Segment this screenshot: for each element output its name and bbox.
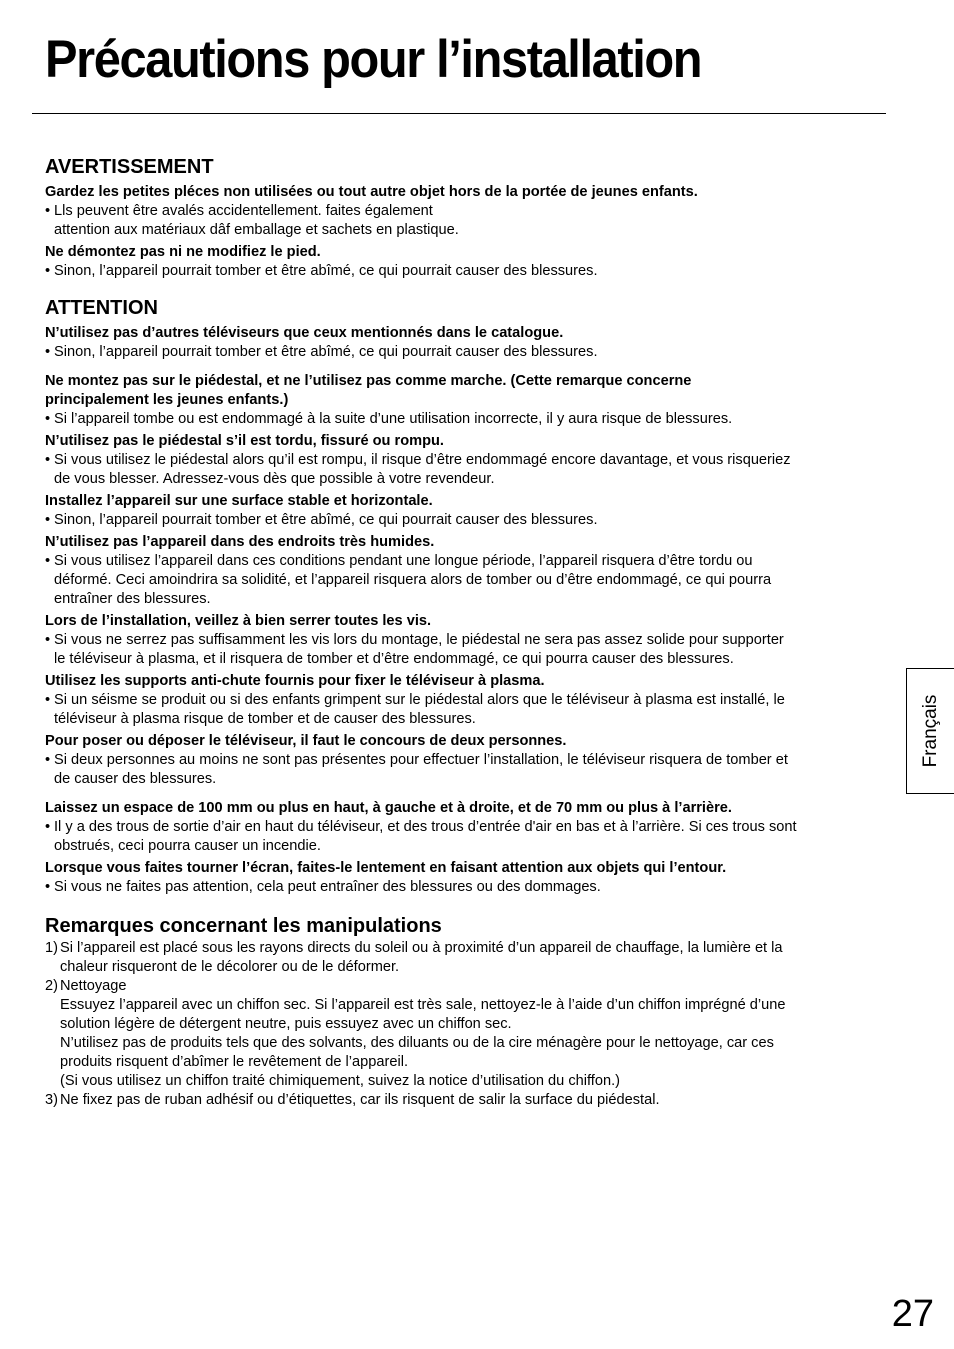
caution-bullet (45, 451, 875, 489)
caution-bullet (45, 343, 875, 362)
bullet-line: • Si vous utilisez l’appareil dans ces conditions pendant une longue période, l’appareil risquera d’être tordu ou (54, 553, 753, 569)
caution-item (45, 372, 875, 429)
caution-bullet (45, 878, 875, 897)
item-line: solution légère de détergent neutre, puis essuyez avec un chiffon sec. (60, 1016, 512, 1032)
caution-item (45, 859, 875, 897)
bullet-line: de causer des blessures. (54, 771, 217, 787)
warning-item (45, 243, 875, 281)
heading-line: principalement les jeunes enfants.) (45, 392, 289, 408)
caution-bullet (45, 751, 875, 789)
caution-bullet (45, 552, 875, 609)
caution-bullet (45, 410, 875, 429)
bullet-line: • Si vous utilisez le piédestal alors qu’il est rompu, il risque d’être endommagé encore davantage, et vous risqueriez (54, 452, 791, 468)
caution-item (45, 612, 875, 669)
page-title: Précautions pour l’installation (45, 30, 702, 89)
section-avertissement (45, 154, 875, 281)
caution-bullet (45, 818, 875, 856)
caution-item-heading (45, 672, 875, 691)
heading-line: Installez l’appareil sur une surface stable et horizontale. (45, 493, 433, 509)
warning-bullet (45, 262, 875, 281)
bullet-line: obstrués, ceci pourra causer un incendie. (54, 838, 321, 854)
item-line: Essuyez l’appareil avec un chiffon sec. Si l’appareil est très sale, nettoyez-le à l’aide d’un chiffon imprégné d’une (60, 997, 786, 1013)
item-number: 2) (45, 978, 58, 994)
bullet-line: • Si vous ne serrez pas suffisamment les vis lors du montage, le piédestal ne sera pas assez solide pour supporter (54, 632, 784, 648)
caution-item-heading (45, 533, 875, 552)
warning-item-heading: Gardez les petites pléces non utilisées ou tout autre objet hors de la portée de jeunes enfants. (45, 184, 698, 200)
item-line: (Si vous utilisez un chiffon traité chimiquement, suivez la notice d’utilisation du chiffon.) (60, 1073, 620, 1089)
bullet-line: attention aux matériaux dâf emballage et sachets en plastique. (54, 222, 459, 238)
caution-item-heading (45, 492, 875, 511)
caution-item-heading (45, 372, 875, 410)
warning-item-heading: Ne démontez pas ni ne modifiez le pied. (45, 244, 321, 260)
heading-line: Utilisez les supports anti-chute fournis pour fixer le téléviseur à plasma. (45, 673, 545, 689)
caution-item-heading (45, 612, 875, 631)
caution-bullet (45, 691, 875, 729)
bullet-line: • Si vous ne faites pas attention, cela peut entraîner des blessures ou des dommages. (54, 879, 601, 895)
bullet-line: déformé. Ceci amoindrira sa solidité, et l’appareil risquera alors de tomber ou d’être endommagé, ce qui pourra (54, 572, 772, 588)
title-divider (32, 113, 886, 114)
heading-line: Lorsque vous faites tourner l’écran, faites-le lentement en faisant attention aux objets qui l’entour. (45, 860, 727, 876)
caution-bullet (45, 511, 875, 530)
bullet-line: • Sinon, l’appareil pourrait tomber et être abîmé, ce qui pourrait causer des blessures. (54, 263, 598, 279)
bullet-line: téléviseur à plasma risque de tomber et de causer des blessures. (54, 711, 476, 727)
heading-line: N’utilisez pas l’appareil dans des endroits très humides. (45, 534, 435, 550)
item-number: 1) (45, 940, 58, 956)
item-line: Nettoyage (60, 978, 127, 994)
caution-item-heading (45, 859, 875, 878)
caution-item (45, 732, 875, 789)
caution-item (45, 533, 875, 609)
bullet-line: de vous blesser. Adressez-vous dès que possible à votre revendeur. (54, 471, 495, 487)
bullet-line: • Lls peuvent être avalés accidentellement. faites également (54, 203, 433, 219)
numbered-item (45, 977, 875, 1091)
item-number: 3) (45, 1092, 58, 1108)
caution-item-heading (45, 799, 875, 818)
heading-line: N’utilisez pas le piédestal s’il est tordu, fissuré ou rompu. (45, 433, 444, 449)
bullet-line: • Si un séisme se produit ou si des enfants grimpent sur le piédestal alors que le téléviseur à plasma est installé, le (54, 692, 785, 708)
heading-line: Laissez un espace de 100 mm ou plus en haut, à gauche et à droite, et de 70 mm ou plus à l’arrière. (45, 800, 732, 816)
item-line: chaleur risqueront de le décolorer ou de le déformer. (60, 959, 400, 975)
bullet-line: • Il y a des trous de sortie d’air en haut du téléviseur, et des trous d’entrée d'air en bas et à l’arrière. Si ces trous sont (54, 819, 797, 835)
heading-line: Lors de l’installation, veillez à bien serrer toutes les vis. (45, 613, 432, 629)
caution-item (45, 324, 875, 362)
remarques-heading: Remarques concernant les manipulations (45, 915, 442, 937)
caution-item-heading (45, 732, 875, 751)
bullet-line: le téléviseur à plasma, et il risquera de tomber et d’être endommagé, ce qui pourra causer des blessures. (54, 651, 734, 667)
caution-item-heading (45, 432, 875, 451)
section-remarques (45, 913, 875, 1110)
item-text (60, 939, 875, 977)
warning-item (45, 183, 875, 240)
item-text (60, 1091, 875, 1110)
item-line: produits risquent d’abîmer le revêtement de l’appareil. (60, 1054, 409, 1070)
bullet-line: • Sinon, l’appareil pourrait tomber et être abîmé, ce qui pourrait causer des blessures. (54, 512, 598, 528)
caution-item-heading (45, 324, 875, 343)
caution-item (45, 799, 875, 856)
language-label: Français (919, 694, 941, 768)
page-content (45, 154, 875, 1110)
caution-bullet (45, 631, 875, 669)
section-attention (45, 295, 875, 897)
attention-heading: ATTENTION (45, 297, 158, 319)
avertissement-heading: AVERTISSEMENT (45, 156, 214, 178)
bullet-line: entraîner des blessures. (54, 591, 211, 607)
numbered-item (45, 939, 875, 977)
heading-line: Pour poser ou déposer le téléviseur, il faut le concours de deux personnes. (45, 733, 567, 749)
language-tab (906, 668, 954, 794)
item-line: Ne fixez pas de ruban adhésif ou d’étiquettes, car ils risquent de salir la surface du piédestal. (60, 1092, 660, 1108)
page-number: 27 (891, 1293, 934, 1335)
numbered-item (45, 1091, 875, 1110)
caution-item (45, 492, 875, 530)
heading-line: Ne montez pas sur le piédestal, et ne l’utilisez pas comme marche. (Cette remarque concerne (45, 373, 692, 389)
item-line: N’utilisez pas de produits tels que des solvants, des diluants ou de la cire ménagère pour le nettoyage, car ces (60, 1035, 774, 1051)
heading-line: N’utilisez pas d’autres téléviseurs que ceux mentionnés dans le catalogue. (45, 325, 564, 341)
bullet-line: • Si deux personnes au moins ne sont pas présentes pour effectuer l’installation, le téléviseur risquera de tomber et (54, 752, 788, 768)
caution-item (45, 672, 875, 729)
item-line: Si l’appareil est placé sous les rayons directs du soleil ou à proximité d’un appareil de chauffage, la lumière et la (60, 940, 783, 956)
warning-bullet (45, 202, 875, 240)
bullet-line: • Si l’appareil tombe ou est endommagé à la suite d’une utilisation incorrecte, il y aura risque de blessures. (54, 411, 733, 427)
bullet-line: • Sinon, l’appareil pourrait tomber et être abîmé, ce qui pourrait causer des blessures. (54, 344, 598, 360)
item-text (60, 977, 875, 1091)
caution-item (45, 432, 875, 489)
